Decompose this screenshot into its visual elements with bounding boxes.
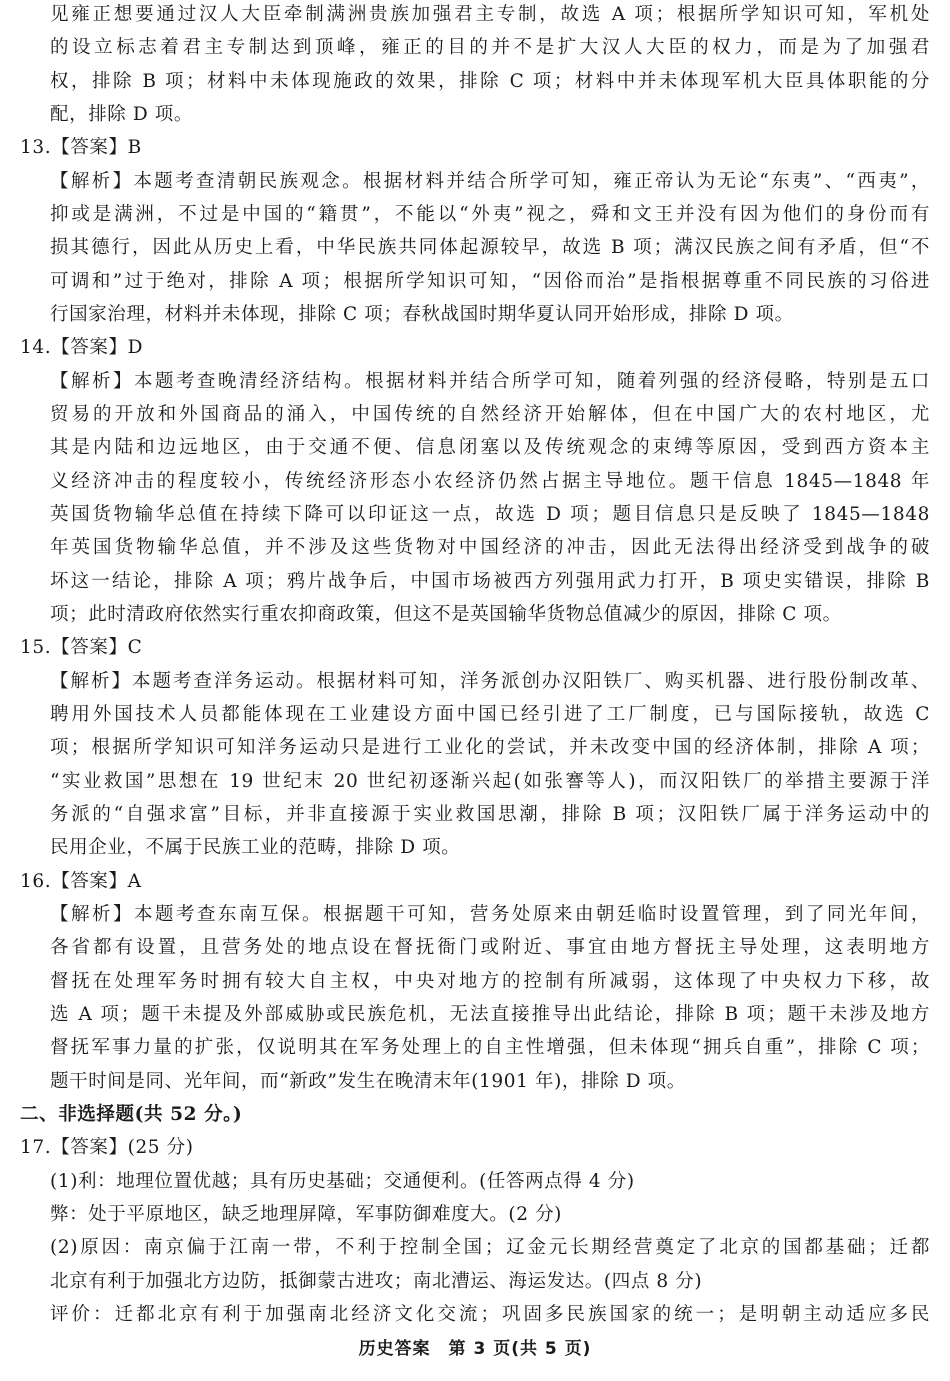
text-line: 贸易的开放和外国商品的涌入，中国传统的自然经济开始解体，但在中国广大的农村地区，尤 — [50, 404, 930, 425]
text-line: 【解析】本题考查洋务运动。根据材料可知，洋务派创办汉阳铁厂、购买机器、进行股份制改革、 — [50, 671, 930, 692]
text-line: 民用企业，不属于民族工业的范畴，排除 D 项。 — [50, 837, 461, 858]
text-line: 各省都有设置，且营务处的地点设在督抚衙门或附近、事宜由地方督抚主导处理，这表明地方 — [50, 937, 930, 958]
text-line: 务派的“自强求富”目标，并非直接源于实业救国思潮，排除 B 项；汉阳铁厂属于洋务运动中的 — [50, 804, 930, 825]
text-line: 【解析】本题考查晚清经济结构。根据材料并结合所学可知，随着列强的经济侵略，特别是五口 — [50, 371, 930, 392]
question-16-answer: 16.【答案】A — [20, 871, 142, 892]
text-line: 北京有利于加强北方边防，抵御蒙古进攻；南北漕运、海运发达。(四点 8 分) — [50, 1271, 703, 1292]
text-line: 见雍正想要通过汉人大臣牵制满洲贵族加强君主专制，故选 A 项；根据所学知识可知，军机处 — [50, 4, 930, 25]
text-line: 的设立标志着君主专制达到顶峰，雍正的目的并不是扩大汉人大臣的权力，而是为了加强君 — [50, 37, 930, 58]
question-15-answer: 15.【答案】C — [20, 637, 143, 658]
page-footer: 历史答案 第 3 页(共 5 页) — [358, 1339, 592, 1359]
text-line: 项；此时清政府依然实行重农抑商政策，但这不是英国输华货物总值减少的原因，排除 C 项。 — [50, 604, 842, 625]
text-line: 义经济冲击的程度较小，传统经济形态小农经济仍然占据主导地位。题干信息 1845—1848 年 — [50, 471, 930, 492]
text-line: 项；根据所学知识可知洋务运动只是进行工业化的尝试，并未改变中国的经济体制，排除 A 项； — [50, 737, 930, 758]
text-line: 年英国货物输华总值，并不涉及这些货物对中国经济的冲击，因此无法得出经济受到战争的破 — [50, 537, 930, 558]
text-line: 【解析】本题考查东南互保。根据题干可知，营务处原来由朝廷临时设置管理，到了同光年间， — [50, 904, 930, 925]
question-13-answer: 13.【答案】B — [20, 137, 142, 158]
text-line: 题干时间是同、光年间，而“新政”发生在晚清末年(1901 年)，排除 D 项。 — [50, 1071, 686, 1092]
text-line: 评价：迁都北京有利于加强南北经济文化交流；巩固多民族国家的统一；是明朝主动适应多民 — [50, 1304, 930, 1325]
text-line: 【解析】本题考查清朝民族观念。根据材料并结合所学可知，雍正帝认为无论“东夷”、“西夷”， — [50, 171, 930, 192]
text-line: 聘用外国技术人员都能体现在工业建设方面中国已经引进了工厂制度，已与国际接轨，故选 C — [50, 704, 930, 725]
text-line: 选 A 项；题干未提及外部威胁或民族危机，无法直接推导出此结论，排除 B 项；题干未涉及地方 — [50, 1004, 930, 1025]
text-line: 坏这一结论，排除 A 项；鸦片战争后，中国市场被西方列强用武力打开，B 项史实错误，排除 B — [50, 571, 930, 592]
text-line: 督抚在处理军务时拥有较大自主权，中央对地方的控制有所减弱，这体现了中央权力下移，故 — [50, 971, 930, 992]
question-17-answer: 17.【答案】(25 分) — [20, 1137, 194, 1158]
text-line: (2)原因：南京偏于江南一带，不利于控制全国；辽金元长期经营奠定了北京的国都基础；迁都 — [50, 1237, 930, 1258]
text-line: 权，排除 B 项；材料中未体现施政的效果，排除 C 项；材料中并未体现军机大臣具体职能的分 — [50, 71, 930, 92]
text-line: 其是内陆和边远地区，由于交通不便、信息闭塞以及传统观念的束缚等原因，受到西方资本主 — [50, 437, 930, 458]
section-heading: 二、非选择题(共 52 分。) — [20, 1104, 243, 1125]
text-line: 行国家治理，材料并未体现，排除 C 项；春秋战国时期华夏认同开始形成，排除 D 项。 — [50, 304, 794, 325]
text-line: 损其德行，因此从历史上看，中华民族共同体起源较早，故选 B 项；满汉民族之间有矛盾，但“不 — [50, 237, 930, 258]
question-14-answer: 14.【答案】D — [20, 337, 144, 358]
text-line: “实业救国”思想在 19 世纪末 20 世纪初逐渐兴起(如张謇等人)，而汉阳铁厂的举措主要源于洋 — [50, 771, 930, 792]
text-line: (1)利：地理位置优越；具有历史基础；交通便利。(任答两点得 4 分) — [50, 1171, 635, 1192]
text-line: 抑或是满洲，不过是中国的“籍贯”，不能以“外夷”视之，舜和文王并没有因为他们的身份而有 — [50, 204, 930, 225]
text-line: 督抚军事力量的扩张，仅说明其在军务处理上的自主性增强，但未体现“拥兵自重”，排除 C 项； — [50, 1037, 930, 1058]
text-line: 英国货物输华总值在持续下降可以印证这一点，故选 D 项；题目信息只是反映了 1845—1848 — [50, 504, 930, 525]
text-line: 可调和”过于绝对，排除 A 项；根据所学知识可知，“因俗而治”是指根据尊重不同民族的习俗进 — [50, 271, 930, 292]
text-line: 配，排除 D 项。 — [50, 104, 193, 125]
text-line: 弊：处于平原地区，缺乏地理屏障，军事防御难度大。(2 分) — [50, 1204, 562, 1225]
